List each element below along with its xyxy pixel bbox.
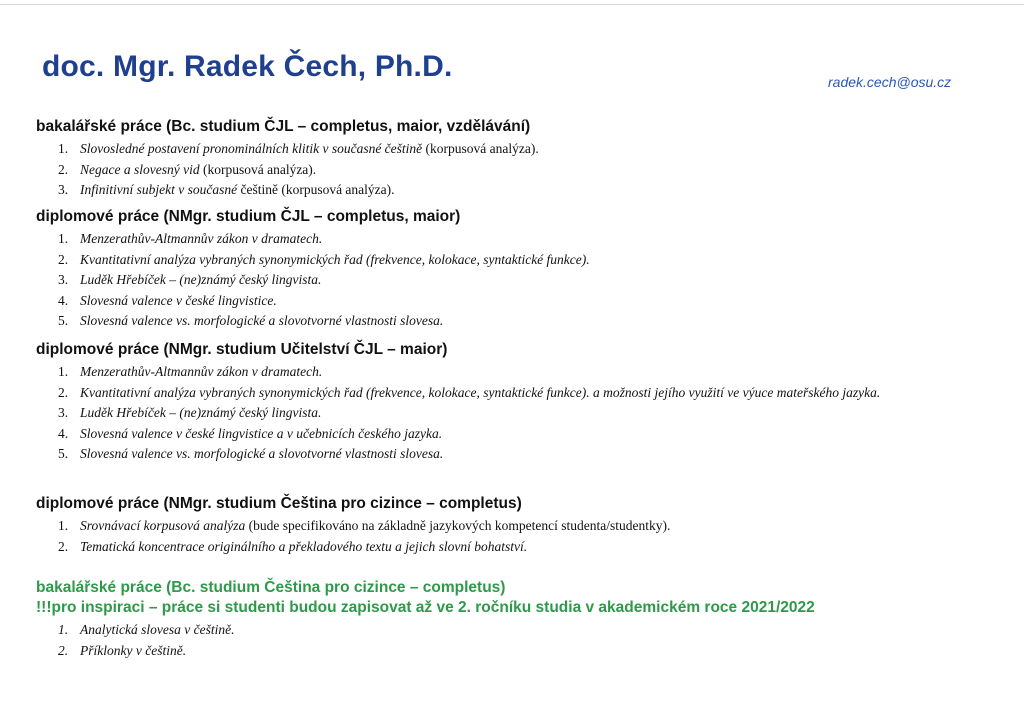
list-item: 2. Kvantitativní analýza vybraných synonymických řad (frekvence, kolokace, syntaktické funkce). [58, 251, 590, 267]
page-title: doc. Mgr. Radek Čech, Ph.D. [42, 50, 453, 83]
topic-list [36, 362, 996, 465]
list-item: 1. Slovosledné postavení pronominálních klitik v současné češtině (korpusová analýza). [58, 141, 539, 156]
section-bc-cestina-cizince [36, 578, 996, 661]
section-nmgr-cjl [36, 207, 996, 332]
section-heading: bakalářské práce (Bc. studium ČJL – completus, maior, vzdělávání) [36, 118, 531, 135]
list-item: 2. Příklonky v češtině. [58, 642, 187, 658]
section-bc-cjl [36, 117, 996, 201]
section-nmgr-cestina-cizince [36, 494, 996, 557]
scan-edge-line [0, 4, 1024, 5]
section-heading: diplomové práce (NMgr. studium ČJL – completus, maior) [36, 208, 461, 225]
section-nmgr-ucitelstvi [36, 340, 996, 465]
author-email[interactable]: radek.cech@osu.cz [828, 74, 952, 90]
list-item: 2. Kvantitativní analýza vybraných synonymických řad (frekvence, kolokace, syntaktické funkce). a možnosti jejího využití ve výuce mateřského jazyka. [58, 384, 881, 400]
list-item: 5. Slovesná valence vs. morfologické a slovotvorné vlastnosti slovesa. [58, 446, 444, 461]
section-heading: diplomové práce (NMgr. studium Učitelství ČJL – maior) [36, 341, 448, 358]
list-item: 3. Luděk Hřebíček – (ne)známý český lingvista. [58, 272, 322, 287]
list-item: 4. Slovesná valence v české lingvistice. [58, 292, 277, 308]
topic-list [36, 516, 996, 557]
topic-list [36, 229, 996, 332]
list-item: 1. Menzerathův-Altmannův zákon v dramatech. [58, 231, 323, 246]
section-heading: bakalářské práce (Bc. studium Čeština pro cizince – completus) [36, 579, 506, 596]
list-item: 3. Infinitivní subjekt v současné češtině (korpusová analýza). [58, 182, 395, 197]
list-item: 5. Slovesná valence vs. morfologické a slovotvorné vlastnosti slovesa. [58, 313, 444, 328]
list-item: 4. Slovesná valence v české lingvistice a v učebnicích českého jazyka. [58, 425, 443, 441]
list-item: 1. Analytická slovesa v češtině. [58, 622, 235, 637]
list-item: 2. Tematická koncentrace originálního a překladového textu a jejich slovní bohatství. [58, 538, 528, 554]
topic-list [36, 620, 996, 661]
list-item: 1. Srovnávací korpusová analýza (bude specifikováno na základně jazykových kompetencí studenta/studentky). [58, 518, 671, 533]
list-item: 1. Menzerathův-Altmannův zákon v dramatech. [58, 364, 323, 379]
section-heading: diplomové práce (NMgr. studium Čeština pro cizince – completus) [36, 495, 522, 512]
topic-list [36, 139, 996, 201]
list-item: 2. Negace a slovesný vid (korpusová analýza). [58, 161, 317, 177]
section-subheading: !!!pro inspiraci – práce si studenti budou zapisovat až ve 2. ročníku studia v akademickém roce 2021/2022 [36, 599, 815, 616]
list-item: 3. Luděk Hřebíček – (ne)známý český lingvista. [58, 405, 322, 420]
